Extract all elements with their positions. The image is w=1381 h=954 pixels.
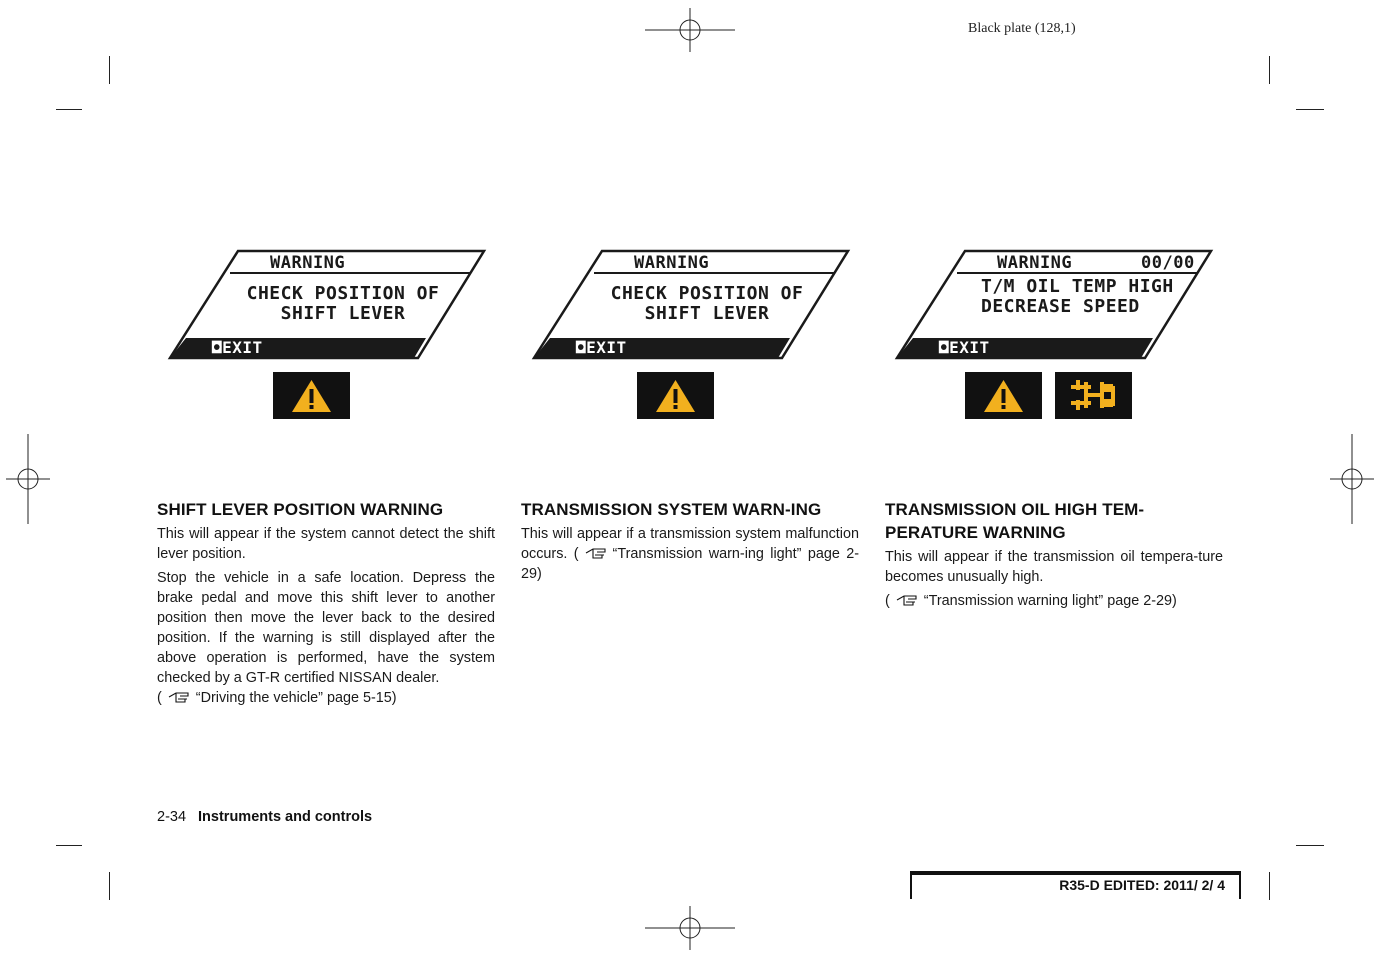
exit-arrow-icon: ◘	[576, 338, 587, 357]
section-heading: TRANSMISSION SYSTEM WARN-ING	[521, 500, 822, 519]
exit-label	[576, 338, 627, 357]
exit-label	[939, 338, 990, 357]
panel-message-line-2: SHIFT LEVER	[644, 303, 770, 324]
warning-triangle-icon	[965, 372, 1042, 419]
plate-label: Black plate (128,1)	[968, 21, 1076, 36]
panel-message-line-1: CHECK POSITION OF	[246, 283, 440, 304]
warning-display-shift-lever-1	[168, 248, 488, 448]
exit-label	[212, 338, 263, 357]
chapter-title: Instruments and controls	[198, 809, 373, 825]
exit-text: EXIT	[586, 338, 627, 357]
section-reference: ( “Driving the vehicle” page 5-15)	[157, 690, 397, 706]
panel-message-line-1: T/M OIL TEMP HIGH	[981, 276, 1174, 297]
transmission-lamp	[1055, 372, 1132, 419]
pointing-hand-icon	[894, 593, 920, 607]
pointing-hand-icon	[166, 690, 192, 704]
panel-message-line-1: CHECK POSITION OF	[610, 283, 804, 304]
reference-text[interactable]: “Driving the vehicle” page 5-15)	[195, 690, 397, 706]
section-paragraph: This will appear if the system cannot detect the shift lever position.	[157, 526, 495, 562]
section-transmission-oil-temp	[885, 498, 1223, 615]
page-number: 2-34	[157, 809, 187, 825]
warning-display-shift-lever-2	[532, 248, 852, 448]
warning-lamp	[273, 372, 350, 419]
transmission-icon	[1055, 372, 1132, 419]
panel-header: WARNING	[634, 253, 710, 273]
reference-text[interactable]: “Transmission warn-ing light” page 2-29)	[521, 546, 859, 582]
pointing-hand-icon	[583, 546, 609, 560]
section-paragraph	[521, 524, 859, 584]
section-paragraph: Stop the vehicle in a safe location. Depress the brake pedal and move this shift lever to another position then move the lever back to the desired position. If the warning is still displayed after the above operation is performed, have the system checked by a GT-R certified NISSAN dealer.	[157, 570, 495, 686]
exit-arrow-icon: ◘	[939, 338, 950, 357]
panel-header: WARNING	[997, 253, 1073, 273]
registration-mark-bottom	[645, 906, 735, 950]
section-shift-lever	[157, 498, 495, 712]
registration-mark-top	[645, 8, 735, 52]
section-reference: ( “Transmission warning light” page 2-29)	[885, 593, 1177, 609]
warning-lamp	[965, 372, 1042, 419]
edited-stamp	[910, 871, 1241, 899]
panel-header: WARNING	[270, 253, 346, 273]
panel-message-line-2: SHIFT LEVER	[280, 303, 406, 324]
reference-text[interactable]: “Transmission warning light” page 2-29)	[923, 593, 1177, 609]
section-transmission-system	[521, 498, 859, 588]
page-footer	[157, 809, 372, 825]
exit-text: EXIT	[949, 338, 990, 357]
section-paragraph: This will appear if the transmission oil tempera-ture becomes unusually high.	[885, 549, 1223, 585]
registration-mark-right	[1330, 434, 1374, 524]
warning-lamp	[637, 372, 714, 419]
panel-message-line-2: DECREASE SPEED	[981, 296, 1140, 317]
edited-label: R35-D EDITED: 2011/ 2/ 4	[1059, 877, 1225, 893]
section-heading: SHIFT LEVER POSITION WARNING	[157, 500, 444, 519]
panel-counter: 00/00	[1141, 253, 1195, 273]
exit-text: EXIT	[222, 338, 263, 357]
exit-arrow-icon: ◘	[212, 338, 223, 357]
section-heading: TRANSMISSION OIL HIGH TEM-PERATURE WARNING	[885, 500, 1145, 542]
warning-triangle-icon	[273, 372, 350, 419]
warning-display-oil-temp	[895, 248, 1215, 448]
paragraph-text: This will appear if a transmission system malfunction occurs. (	[521, 526, 859, 562]
warning-triangle-icon	[637, 372, 714, 419]
registration-mark-left	[6, 434, 50, 524]
